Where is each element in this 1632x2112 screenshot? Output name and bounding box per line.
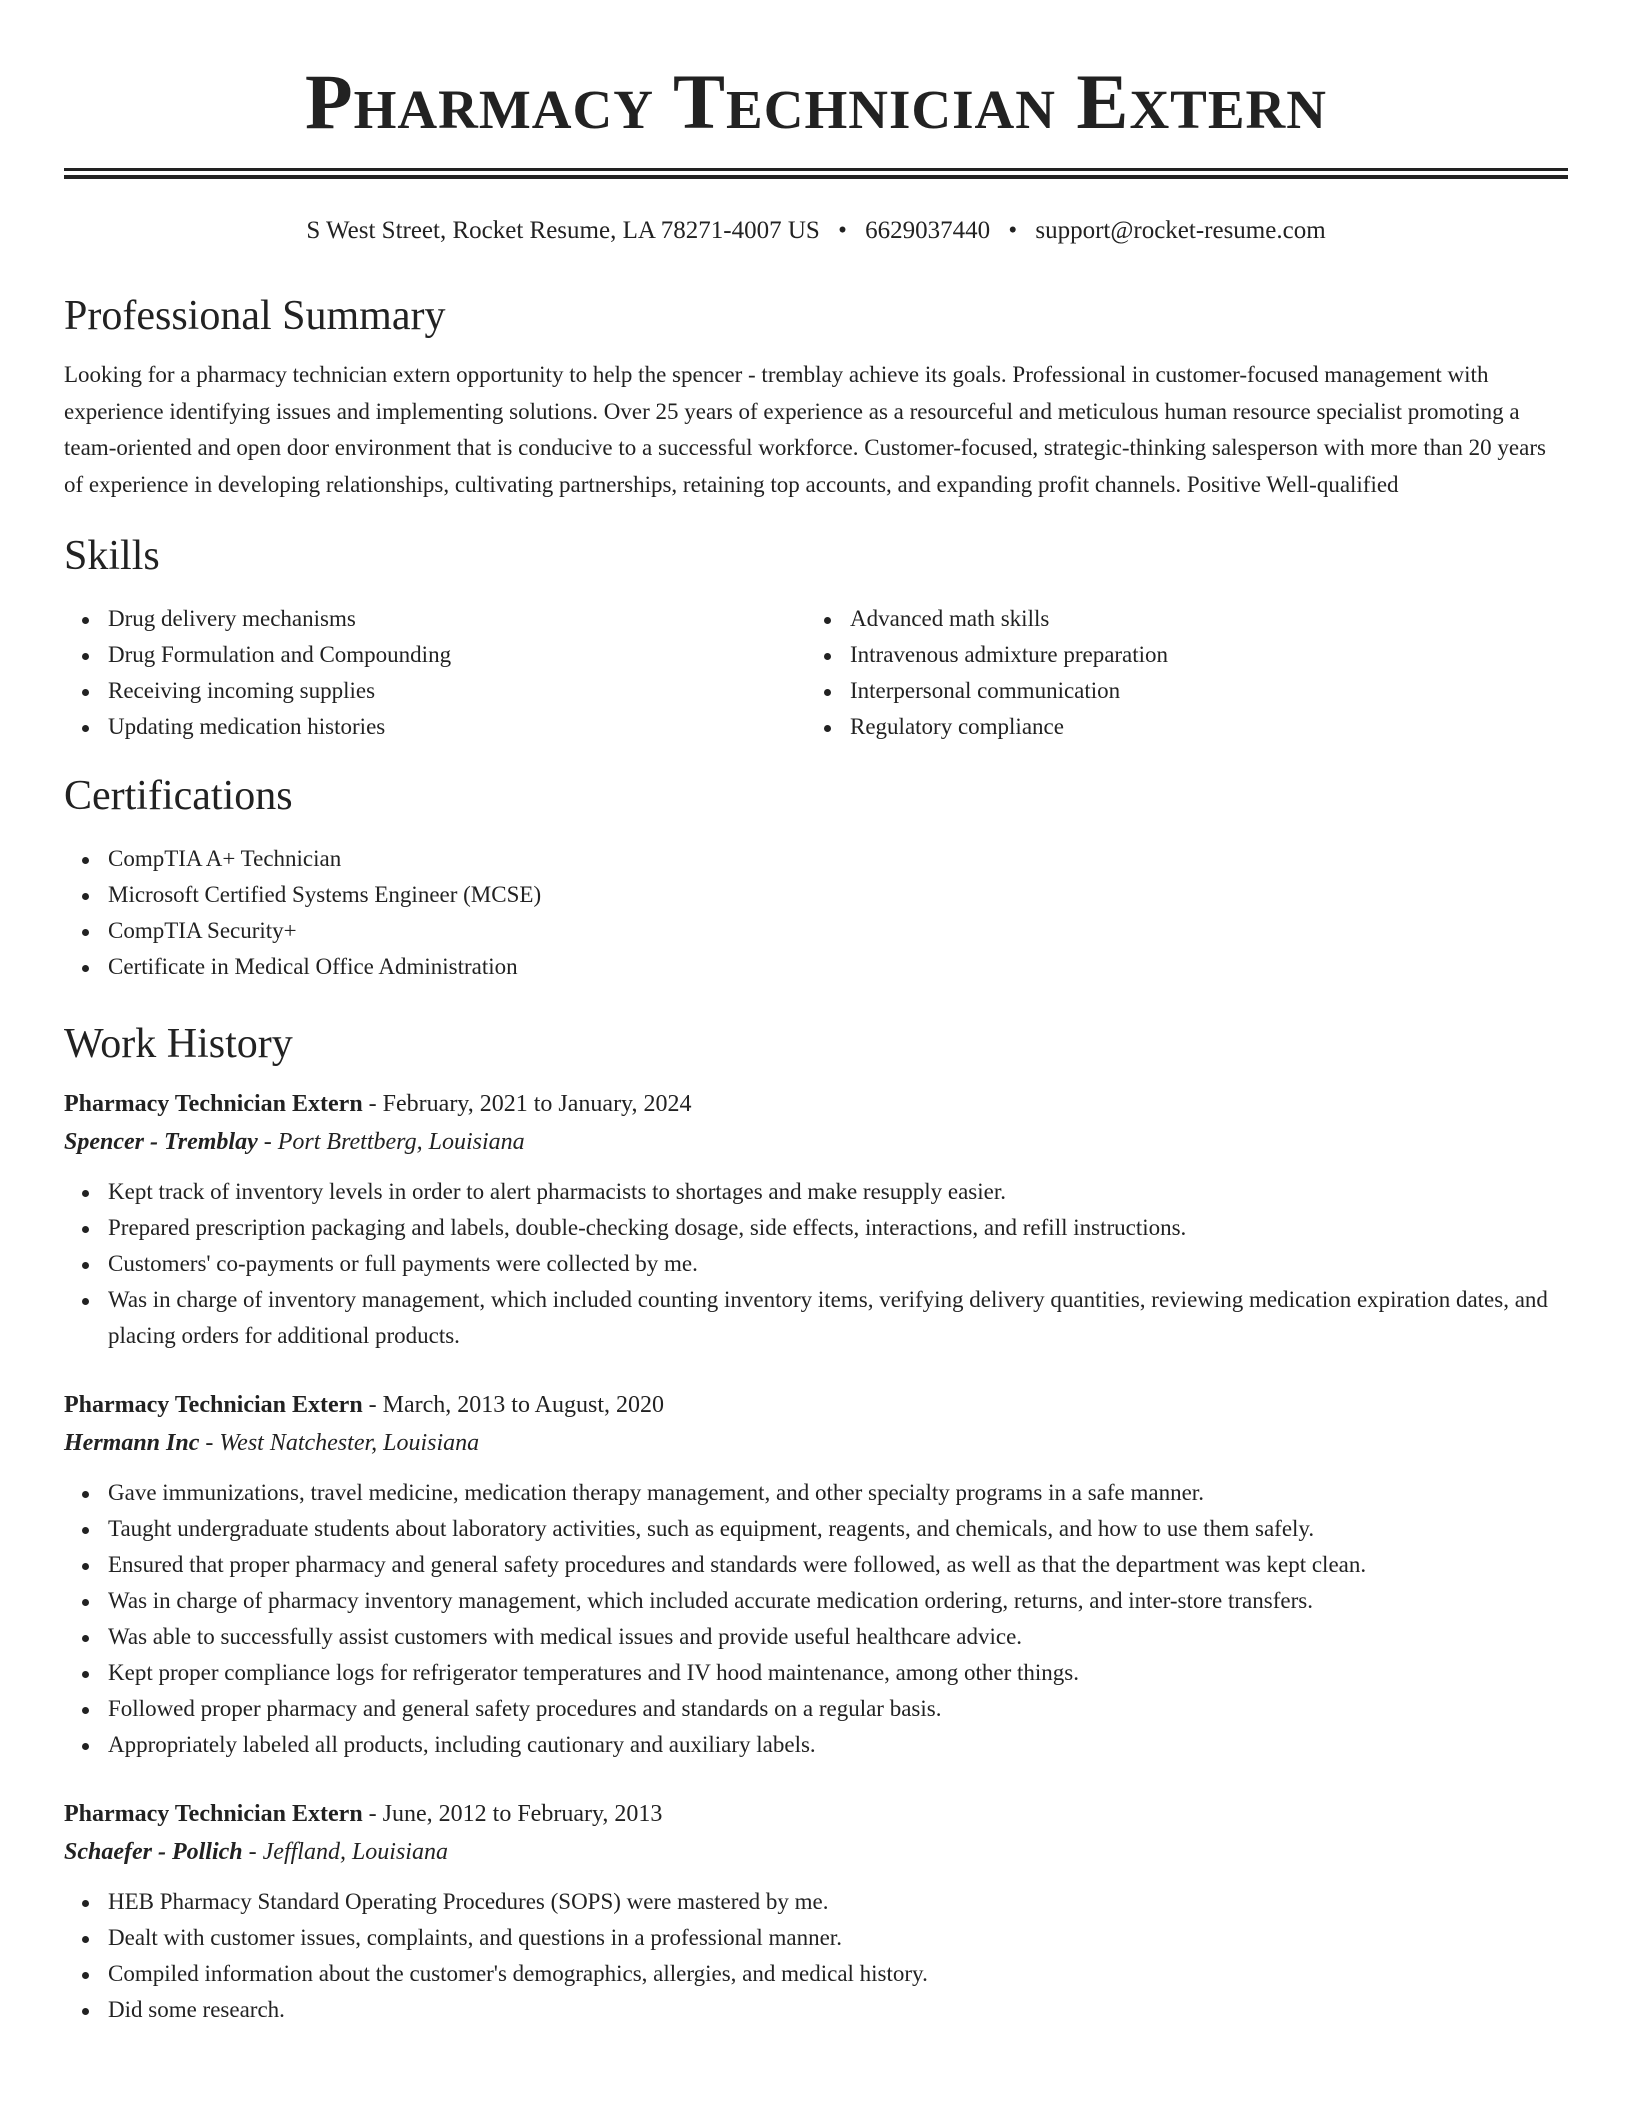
- skills-column-right: [806, 601, 1548, 745]
- contact-email[interactable]: support@rocket-resume.com: [1035, 217, 1326, 244]
- job-duty-item: Kept track of inventory levels in order to alert pharmacists to shortages and make resupply easier.: [108, 1174, 1568, 1210]
- job-location: West Natchester, Louisiana: [219, 1430, 480, 1456]
- section-heading-certifications: Certifications: [64, 773, 293, 819]
- skill-item: Updating medication histories: [108, 709, 806, 745]
- summary-text: Looking for a pharmacy technician extern opportunity to help the spencer - tremblay achieve its goals. Professional in customer-focused management with experience identifying issues and implementing solutions. Over 25 years of experience as a resourceful and meticulous human resource specialist promoting a team-oriented and open door environment that is conducive to a successful workforce. Customer-focused, strategic-thinking salesperson with more than 20 years of experience in developing relationships, cultivating partnerships, retaining top accounts, and expanding profit channels. Positive Well-qualified: [64, 362, 1546, 497]
- job-company: Schaefer - Pollich: [64, 1839, 243, 1865]
- certification-item: CompTIA A+ Technician: [108, 841, 1568, 877]
- job-duty-item: Was in charge of inventory management, which included counting inventory items, verifying delivery quantities, reviewing medication expiration dates, and placing orders for additional products.: [108, 1282, 1568, 1354]
- skill-item: Intravenous admixture preparation: [850, 637, 1548, 673]
- job-employer: [64, 1833, 1568, 1872]
- resume-page: [64, 0, 1568, 2028]
- job-dash: -: [362, 1091, 383, 1117]
- job-duty-item: HEB Pharmacy Standard Operating Procedures (SOPS) were mastered by me.: [108, 1884, 1568, 1920]
- job-duty-item: Was in charge of pharmacy inventory management, which included accurate medication ordering, returns, and inter-store transfers.: [108, 1583, 1568, 1619]
- job-duties: [64, 1475, 1568, 1763]
- certifications-list: [64, 841, 1568, 985]
- contact-separator: •: [1008, 217, 1018, 244]
- contact-line: [64, 215, 1568, 247]
- job-dash: -: [257, 1129, 278, 1155]
- job-title: Pharmacy Technician Extern: [64, 1091, 363, 1117]
- skill-item: Receiving incoming supplies: [108, 673, 806, 709]
- certification-item: Certificate in Medical Office Administration: [108, 949, 1568, 985]
- job-duty-item: Gave immunizations, travel medicine, medication therapy management, and other specialty programs in a safe manner.: [108, 1475, 1568, 1511]
- job-duty-item: Prepared prescription packaging and labels, double-checking dosage, side effects, interactions, and refill instructions.: [108, 1210, 1568, 1246]
- section-heading-work-history: Work History: [64, 1021, 293, 1067]
- job-duty-item: Was able to successfully assist customers with medical issues and provide useful healthcare advice.: [108, 1619, 1568, 1655]
- job-duty-item: Taught undergraduate students about laboratory activities, such as equipment, reagents, and chemicals, and how to use them safely.: [108, 1511, 1568, 1547]
- job-header: [64, 1386, 1568, 1424]
- section-heading-skills: Skills: [64, 533, 160, 579]
- job-dates: February, 2021 to January, 2024: [382, 1091, 692, 1117]
- job-company: Hermann Inc: [64, 1430, 200, 1456]
- job-dash: -: [362, 1801, 383, 1827]
- contact-phone: 6629037440: [865, 217, 991, 244]
- job-entry: [64, 1386, 1568, 1763]
- job-duties: [64, 1884, 1568, 2028]
- job-duty-item: Dealt with customer issues, complaints, and questions in a professional manner.: [108, 1920, 1568, 1956]
- skill-item: Advanced math skills: [850, 601, 1548, 637]
- job-dash: -: [199, 1430, 220, 1456]
- certification-item: CompTIA Security+: [108, 913, 1568, 949]
- resume-name: Pharmacy Technician Extern: [305, 58, 1327, 145]
- job-dash: -: [242, 1839, 263, 1865]
- job-company: Spencer - Tremblay: [64, 1129, 258, 1155]
- job-entry: [64, 1085, 1568, 1354]
- skills-list: [64, 601, 1568, 745]
- job-location: Jeffland, Louisiana: [262, 1839, 448, 1865]
- contact-separator: •: [838, 217, 847, 244]
- skill-item: Drug delivery mechanisms: [108, 601, 806, 637]
- header-divider: [64, 168, 1568, 179]
- certification-item: Microsoft Certified Systems Engineer (MCSE): [108, 877, 1568, 913]
- job-title: Pharmacy Technician Extern: [64, 1801, 363, 1827]
- skill-item: Drug Formulation and Compounding: [108, 637, 806, 673]
- job-employer: [64, 1424, 1568, 1463]
- job-title: Pharmacy Technician Extern: [64, 1392, 363, 1418]
- job-employer: [64, 1123, 1568, 1162]
- job-header: [64, 1795, 1568, 1833]
- job-duty-item: Appropriately labeled all products, including cautionary and auxiliary labels.: [108, 1727, 1568, 1763]
- job-duties: [64, 1174, 1568, 1354]
- job-duty-item: Kept proper compliance logs for refrigerator temperatures and IV hood maintenance, among other things.: [108, 1655, 1568, 1691]
- skill-item: Interpersonal communication: [850, 673, 1548, 709]
- job-dash: -: [362, 1392, 383, 1418]
- section-heading-summary: Professional Summary: [64, 293, 446, 339]
- job-dates: March, 2013 to August, 2020: [382, 1392, 664, 1418]
- job-location: Port Brettberg, Louisiana: [277, 1129, 525, 1155]
- job-duty-item: Customers' co-payments or full payments were collected by me.: [108, 1246, 1568, 1282]
- skill-item: Regulatory compliance: [850, 709, 1548, 745]
- job-duty-item: Did some research.: [108, 1992, 1568, 2028]
- job-duty-item: Ensured that proper pharmacy and general safety procedures and standards were followed, as well as that the department was kept clean.: [108, 1547, 1568, 1583]
- job-dates: June, 2012 to February, 2013: [382, 1801, 663, 1827]
- job-duty-item: Followed proper pharmacy and general safety procedures and standards on a regular basis.: [108, 1691, 1568, 1727]
- job-duty-item: Compiled information about the customer's demographics, allergies, and medical history.: [108, 1956, 1568, 1992]
- job-entry: [64, 1795, 1568, 2028]
- skills-column-left: [64, 601, 806, 745]
- job-header: [64, 1085, 1568, 1123]
- contact-address: S West Street, Rocket Resume, LA 78271-4007 US: [306, 217, 820, 244]
